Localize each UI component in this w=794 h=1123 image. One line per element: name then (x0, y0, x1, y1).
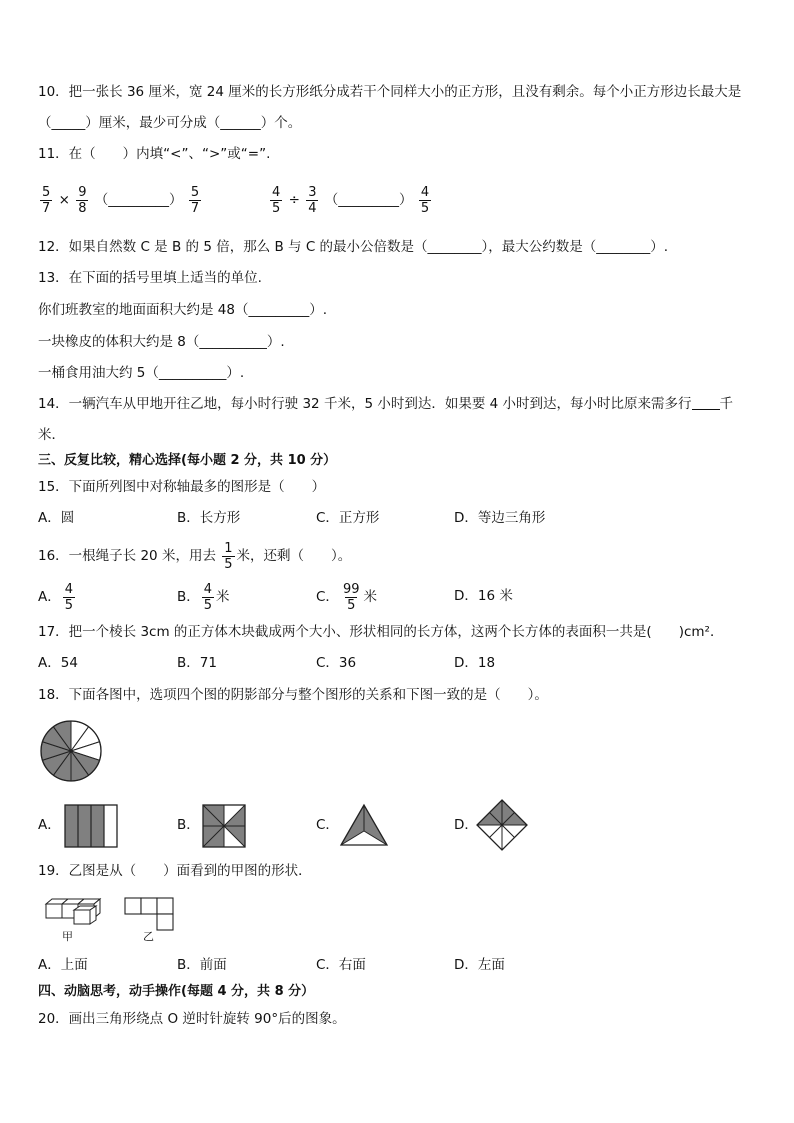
q18-option-a-figure[interactable] (64, 804, 118, 848)
q13-a: 你们班教室的地面面积大约是 48（_________）. (38, 302, 328, 318)
q19-figure-yi (124, 897, 176, 931)
q14-line2: 米． (38, 427, 65, 443)
q11-expr1: $\frac{5}{7}$ × $\frac{9}{8}$ （_________） $\frac{5}{7}$ (42, 184, 200, 216)
fraction: $\frac{3}{4}$ (308, 184, 317, 216)
q18-reference-circle (40, 720, 102, 782)
fraction: $\frac{5}{7}$ (42, 184, 51, 216)
q15-stem: 15．下面所列图中对称轴最多的图形是（ ） (38, 479, 326, 495)
q19-figure-jia (44, 896, 102, 926)
fraction: $\frac{4}{5}$ (420, 184, 430, 216)
q19-option-d[interactable]: D．左面 (454, 957, 505, 973)
q19-option-c[interactable]: C．右面 (316, 957, 366, 973)
fraction: $\frac{5}{7}$ (190, 184, 200, 216)
q11-expr2: $\frac{4}{5}$ ÷ $\frac{3}{4}$ （_________） $\frac{4}{5}$ (272, 184, 430, 216)
fraction: $\frac{4}{5}$ (272, 184, 281, 216)
q20-stem: 20．画出三角形绕点 O 逆时针旋转 90°后的图象。 (38, 1011, 346, 1027)
q10-line2: （_____）厘米，最少可分成（______）个。 (38, 115, 302, 131)
q19-stem: 19．乙图是从（ ）面看到的甲图的形状． (38, 863, 312, 879)
q19-label-yi: 乙 (143, 930, 154, 943)
q14-line1: 14．一辆汽车从甲地开往乙地，每小时行驶 32 千米，5 小时到达．如果要 4 小时到达，每小时比原来需多行 千 (38, 396, 733, 412)
q16-stem: 16．一根绳子长 20 米，用去 $\frac{1}{5}$ 米，还剩（ ）。 (38, 540, 352, 572)
q16-option-a[interactable]: A． $\frac{4}{5}$ (38, 581, 74, 613)
q15-option-b[interactable]: B．长方形 (177, 510, 241, 526)
q17-option-b[interactable]: B．71 (177, 655, 217, 671)
q11-stem: 11．在（ ）内填“<”、“>”或“=”. (38, 146, 271, 162)
q18-option-a-label[interactable]: A． (38, 817, 61, 833)
fraction: $\frac{9}{8}$ (78, 184, 87, 216)
q18-option-b-figure[interactable] (202, 804, 246, 848)
q13-c: 一桶食用油大约 5（__________）. (38, 365, 245, 381)
q19-label-jia: 甲 (62, 930, 73, 943)
fraction: $\frac{4}{5}$ (203, 581, 213, 613)
q18-option-c-figure[interactable] (339, 803, 389, 847)
q15-option-d[interactable]: D．等边三角形 (454, 510, 546, 526)
q17-option-d[interactable]: D．18 (454, 655, 496, 671)
fraction: $\frac{4}{5}$ (64, 581, 74, 613)
q15-option-c[interactable]: C．正方形 (316, 510, 380, 526)
q13-stem: 13．在下面的括号里填上适当的单位. (38, 270, 262, 286)
fraction: $\frac{99}{5}$ (342, 581, 360, 613)
section-4-heading: 四、动脑思考，动手操作(每题 4 分，共 8 分） (38, 984, 315, 999)
q17-stem: 17．把一个棱长 3cm 的正方体木块截成两个大小、形状相同的长方体，这两个长方体的表面积一共是( )cm²． (38, 624, 724, 640)
section-3-heading: 三、反复比较，精心选择(每小题 2 分，共 10 分） (38, 453, 337, 468)
q16-option-b[interactable]: B． $\frac{4}{5}$ 米 (177, 581, 230, 613)
q16-option-c[interactable]: C． $\frac{99}{5}$ 米 (316, 581, 377, 613)
answer-blank[interactable] (692, 395, 720, 410)
q16-option-d[interactable]: D．16 米 (454, 588, 513, 604)
answer-blank[interactable]: （_________） (324, 192, 413, 208)
q13-b: 一块橡皮的体积大约是 8（__________）. (38, 334, 285, 350)
answer-blank[interactable]: （_________） (94, 192, 183, 208)
q18-option-d-label[interactable]: D． (454, 817, 478, 833)
q19-option-b[interactable]: B．前面 (177, 957, 227, 973)
q19-option-a[interactable]: A．上面 (38, 957, 88, 973)
q18-option-c-label[interactable]: C． (316, 817, 339, 833)
q18-option-b-label[interactable]: B． (177, 817, 200, 833)
q17-option-a[interactable]: A．54 (38, 655, 78, 671)
q18-option-d-figure[interactable] (476, 799, 528, 851)
q15-option-a[interactable]: A．圆 (38, 510, 75, 526)
q17-option-c[interactable]: C．36 (316, 655, 357, 671)
q12: 12．如果自然数 C 是 B 的 5 倍，那么 B 与 C 的最小公倍数是（________），最大公约数是（________）. (38, 239, 669, 255)
q18-stem: 18．下面各图中，选项四个图的阴影部分与整个图形的关系和下图一致的是（ ）。 (38, 687, 548, 703)
q10-line1: 10．把一张长 36 厘米，宽 24 厘米的长方形纸分成若干个同样大小的正方形，且没有剩余。每个小正方形边长最大是 (38, 84, 742, 100)
fraction: $\frac{1}{5}$ (224, 540, 233, 572)
